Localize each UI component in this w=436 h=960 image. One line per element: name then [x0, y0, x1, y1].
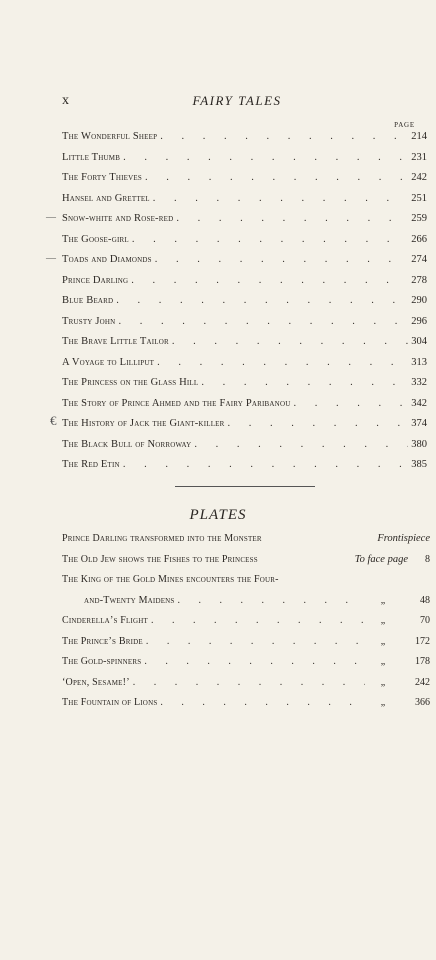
- plate-page: 70: [420, 615, 430, 626]
- entry-title: A Voyage to Lilliput: [62, 356, 155, 368]
- leader-dots: [201, 377, 408, 388]
- leader-dots: [123, 152, 408, 163]
- entry-page: 374: [411, 418, 427, 429]
- list-item: [62, 234, 427, 255]
- list-item: [62, 131, 427, 152]
- plate-title: Cinderella’s Flight: [62, 615, 149, 626]
- entry-title: The Black Bull of Norroway: [62, 438, 192, 450]
- list-item: [62, 697, 430, 718]
- plate-title: The Gold-spinners: [62, 656, 142, 667]
- entry-page: 251: [411, 192, 427, 204]
- list-item: [62, 254, 427, 275]
- entry-title: Hansel and Grettel: [62, 192, 150, 204]
- plates-heading: PLATES: [189, 507, 247, 523]
- entry-title: The History of Jack the Giant-killer: [62, 418, 225, 429]
- plate-page: 8: [425, 553, 430, 565]
- plate-title: The Old Jew shows the Fishes to the Princess: [62, 553, 258, 565]
- plate-title: The Fountain of Lions: [62, 697, 158, 708]
- margin-pencil-mark: €: [50, 413, 57, 428]
- list-item: [62, 554, 430, 575]
- leader-dots: [160, 131, 408, 142]
- entry-title: The Goose-girl: [62, 233, 129, 245]
- leader-dots: [116, 295, 408, 306]
- entry-page: 304: [411, 336, 427, 347]
- leader-dots: [155, 254, 409, 265]
- leader-dots: [160, 697, 365, 708]
- page-numeral: x: [62, 93, 70, 108]
- leader-dots: [172, 336, 408, 347]
- list-item: [62, 398, 427, 419]
- plate-title: and-Twenty Maidens: [84, 594, 175, 606]
- list-item: [62, 316, 427, 337]
- plate-page: 178: [415, 656, 430, 667]
- plate-ref: Frontispiece: [377, 533, 430, 544]
- entry-page: 278: [411, 274, 427, 286]
- contents-list: [62, 131, 427, 480]
- list-item: [62, 295, 427, 316]
- plate-page: 172: [415, 635, 430, 647]
- entry-page: 332: [411, 377, 427, 388]
- ditto-mark: „: [380, 594, 386, 606]
- leader-dots: [146, 636, 365, 647]
- leader-dots: [157, 357, 408, 368]
- leader-dots: [178, 595, 365, 606]
- margin-pencil-mark: —: [46, 253, 56, 264]
- entry-title: Snow-white and Rose-red: [62, 213, 174, 224]
- margin-pencil-mark: —: [46, 212, 56, 223]
- entry-title: Prince Darling: [62, 274, 129, 286]
- ditto-mark: „: [380, 656, 386, 667]
- entry-page: 274: [411, 254, 427, 265]
- leader-dots: [132, 234, 408, 245]
- plate-page: 366: [415, 697, 430, 708]
- entry-page: 313: [411, 356, 427, 368]
- entry-title: The Red Etin: [62, 459, 120, 470]
- entry-page: 266: [411, 233, 427, 245]
- leader-dots: [194, 439, 408, 450]
- list-item: [62, 213, 427, 234]
- leader-dots: [293, 398, 408, 409]
- list-item: [62, 677, 430, 698]
- list-item: [62, 357, 427, 378]
- plate-ref: To face page: [354, 553, 408, 565]
- list-item: [62, 193, 427, 214]
- entry-page: 290: [411, 295, 427, 306]
- entry-page: 296: [411, 315, 427, 327]
- entry-title: Toads and Diamonds: [62, 254, 152, 265]
- list-item: [62, 152, 427, 173]
- entry-title: The Princess on the Glass Hill: [62, 377, 199, 388]
- ditto-mark: „: [380, 697, 386, 708]
- entry-title: The Brave Little Tailor: [62, 336, 169, 347]
- leader-dots: [118, 316, 408, 327]
- page-column-heading: PAGE: [394, 121, 415, 129]
- list-item: [62, 615, 430, 636]
- plate-page: 48: [420, 594, 430, 606]
- plate-page: 242: [415, 676, 430, 688]
- list-item: [62, 336, 427, 357]
- ditto-mark: „: [380, 635, 386, 647]
- ditto-mark: „: [380, 676, 386, 688]
- leader-dots: [151, 615, 365, 626]
- plate-title: Prince Darling transformed into the Monster: [62, 533, 262, 544]
- list-item: [62, 439, 427, 460]
- plates-list: [62, 533, 430, 718]
- entry-title: Little Thumb: [62, 151, 121, 163]
- list-item: [62, 595, 430, 616]
- list-item: [62, 377, 427, 398]
- list-item: [62, 533, 430, 554]
- entry-page: 342: [411, 397, 427, 409]
- leader-dots: [228, 418, 409, 429]
- entry-page: 242: [411, 172, 427, 183]
- running-title: FAIRY TALES: [192, 93, 282, 108]
- section-divider: [175, 486, 315, 487]
- plate-title: ‘Open, Sesame!’: [62, 676, 130, 688]
- plate-title: The Prince’s Bride: [62, 635, 143, 647]
- list-item: [62, 459, 427, 480]
- entry-page: 259: [411, 213, 427, 224]
- leader-dots: [123, 459, 408, 470]
- entry-title: Blue Beard: [62, 295, 114, 306]
- list-item: [62, 656, 430, 677]
- entry-title: The Forty Thieves: [62, 172, 142, 183]
- leader-dots: [153, 193, 408, 204]
- entry-title: Trusty John: [62, 315, 116, 327]
- list-item: [62, 418, 427, 439]
- page-header: [62, 93, 412, 111]
- plate-title: The King of the Gold Mines encounters the Four-: [62, 574, 279, 585]
- entry-title: The Wonderful Sheep: [62, 131, 158, 142]
- list-item: [62, 636, 430, 657]
- entry-page: 380: [411, 438, 427, 450]
- leader-dots: [131, 275, 408, 286]
- leader-dots: [144, 656, 365, 667]
- entry-page: 214: [411, 131, 427, 142]
- entry-page: 385: [411, 459, 427, 470]
- ditto-mark: „: [380, 615, 386, 626]
- list-item: [62, 574, 430, 595]
- entry-title: The Story of Prince Ahmed and the Fairy Paribanou: [62, 397, 291, 409]
- list-item: [62, 275, 427, 296]
- leader-dots: [133, 677, 365, 688]
- leader-dots: [176, 213, 408, 224]
- leader-dots: [145, 172, 408, 183]
- entry-page: 231: [411, 151, 427, 163]
- list-item: [62, 172, 427, 193]
